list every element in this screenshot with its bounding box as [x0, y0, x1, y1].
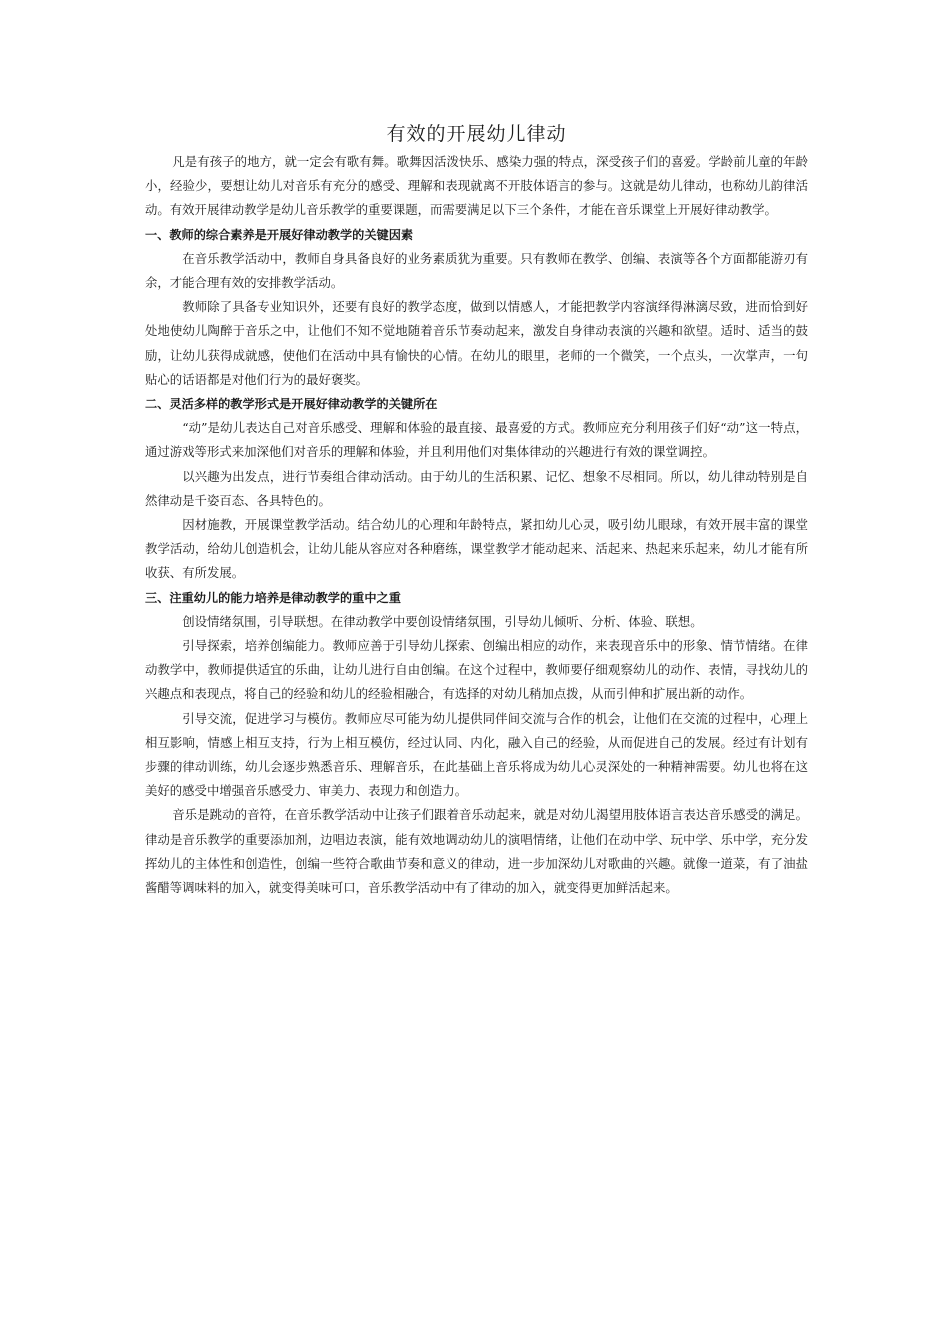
document-page [145, 120, 808, 900]
intro-paragraph: 凡是有孩子的地方，就一定会有歌有舞。歌舞因活泼快乐、感染力强的特点，深受孩子们的喜爱。学龄前儿童的年龄小，经验少，要想让幼儿对音乐有充分的感受、理解和表现就离不开肢体语言的参与。这就是幼儿律动，也称幼儿韵律活动。有效开展律动教学是幼儿音乐教学的重要课题，而需要满足以下三个条件，才能在音乐课堂上开展好律动教学。 [145, 154, 808, 218]
section-2-heading: 二、灵活多样的教学形式是开展好律动教学的关键所在 [145, 397, 438, 412]
section-1-heading: 一、教师的综合素养是开展好律动教学的关键因素 [145, 227, 414, 242]
section-3-paragraph-3: 引导交流，促进学习与模仿。教师应尽可能为幼儿提供同伴间交流与合作的机会，让他们在交流的过程中，心理上相互影响，情感上相互支持，行为上相互模仿，经过认同、内化，融入自己的经验，从而促进自己的发展。经过有计划有步骤的律动训练，幼儿会逐步熟悉音乐、理解音乐，在此基础上音乐将成为幼儿心灵深处的一种精神需要。幼儿也将在这美好的感受中增强音乐感受力、审美力、表现力和创造力。 [145, 710, 808, 799]
section-2-paragraph-3: 因材施教，开展课堂教学活动。结合幼儿的心理和年龄特点，紧扣幼儿心灵，吸引幼儿眼球，有效开展丰富的课堂教学活动，给幼儿创造机会，让幼儿能从容应对各种磨练，课堂教学才能动起来、活起来、热起来乐起来，幼儿才能有所收获、有所发展。 [145, 517, 808, 581]
conclusion-paragraph: 音乐是跳动的音符，在音乐教学活动中让孩子们跟着音乐动起来，就是对幼儿渴望用肢体语言表达音乐感受的满足。律动是音乐教学的重要添加剂，边唱边表演，能有效地调动幼儿的演唱情绪，让他们在动中学、玩中学、乐中学，充分发挥幼儿的主体性和创造性，创编一些符合歌曲节奏和意义的律动，进一步加深幼儿对歌曲的兴趣。就像一道菜，有了油盐酱醋等调味料的加入，就变得美味可口，音乐教学活动中有了律动的加入，就变得更加鲜活起来。 [145, 807, 808, 896]
section-1-paragraph-2: 教师除了具备专业知识外，还要有良好的教学态度，做到以情感人，才能把教学内容演绎得淋漓尽致，进而恰到好处地使幼儿陶醉于音乐之中，让他们不知不觉地随着音乐节奏动起来，激发自身律动表演的兴趣和欲望。适时、适当的鼓励，让幼儿获得成就感，使他们在活动中具有愉快的心情。在幼儿的眼里，老师的一个微笑，一个点头，一次掌声，一句贴心的话语都是对他们行为的最好褒奖。 [145, 299, 808, 387]
section-3-paragraph-2: 引导探索，培养创编能力。教师应善于引导幼儿探索、创编出相应的动作，来表现音乐中的形象、情节情绪。在律动教学中，教师提供适宜的乐曲，让幼儿进行自由创编。在这个过程中，教师要仔细观察幼儿的动作、表情，寻找幼儿的兴趣点和表现点，将自己的经验和幼儿的经验相融合，有选择的对幼儿稍加点拨，从而引伸和扩展出新的动作。 [145, 638, 808, 702]
section-1-paragraph-1: 在音乐教学活动中，教师自身具备良好的业务素质犹为重要。只有教师在教学、创编、表演等各个方面都能游刃有余，才能合理有效的安排教学活动。 [145, 250, 808, 291]
section-3-heading: 三、注重幼儿的能力培养是律动教学的重中之重 [145, 590, 401, 605]
section-2-paragraph-2: 以兴趣为出发点，进行节奏组合律动活动。由于幼儿的生活积累、记忆、想象不尽相同。所以，幼儿律动特别是自然律动是千姿百态、各具特色的。 [145, 468, 808, 508]
document-title: 有效的开展幼儿律动 [386, 123, 567, 145]
section-3-paragraph-1: 创设情绪氛围，引导联想。在律动教学中要创设情绪氛围，引导幼儿倾听、分析、体验、联想。 [182, 613, 703, 629]
section-2-paragraph-1: “动”是幼儿表达自己对音乐感受、理解和体验的最直接、最喜爱的方式。教师应充分利用孩子们好“动”这一特点，通过游戏等形式来加深他们对音乐的理解和体验，并且利用他们对集体律动的兴趣进行有效的课堂调控。 [145, 420, 808, 460]
